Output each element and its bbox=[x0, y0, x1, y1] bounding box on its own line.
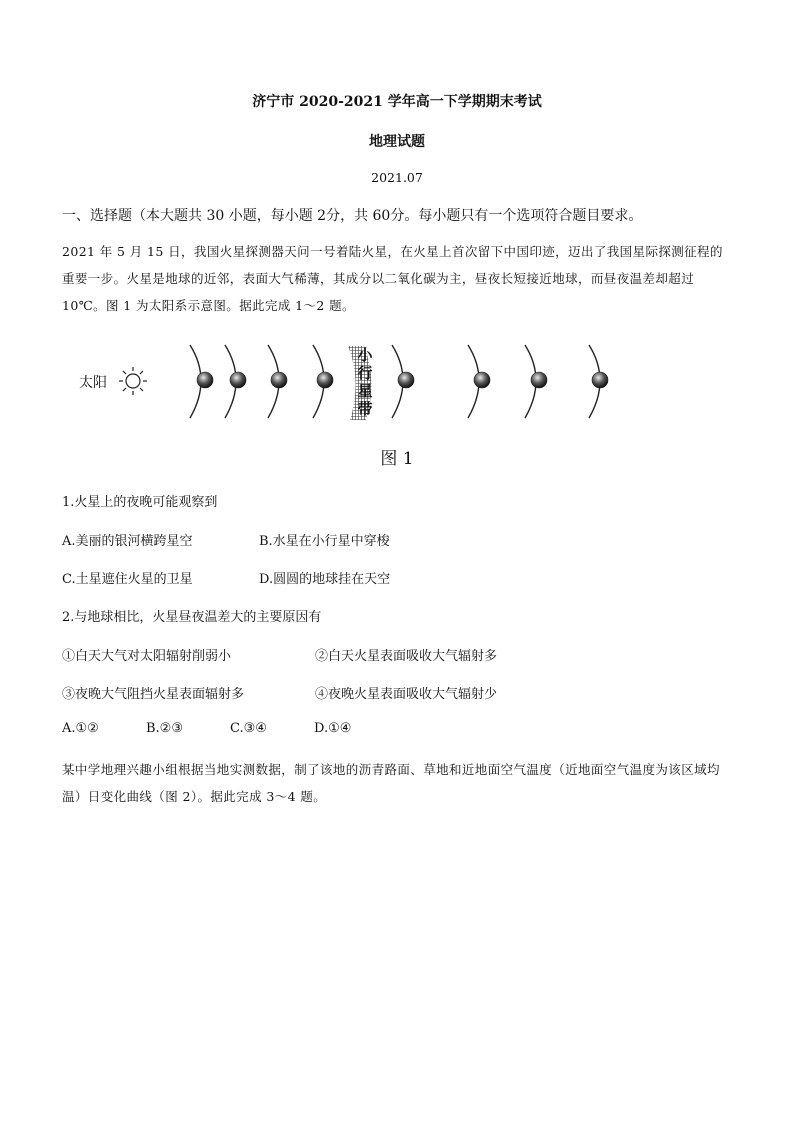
solar-system-diagram bbox=[0, 340, 794, 440]
question-1-option-c[interactable]: C.土星遮住火星的卫星 bbox=[62, 572, 193, 587]
question-2-option-a[interactable]: A.①② bbox=[62, 721, 99, 736]
question-1-stem: 1.火星上的夜晚可能观察到 bbox=[62, 495, 218, 510]
question-2-statement-4: ④夜晚火星表面吸收大气辐射少 bbox=[315, 687, 498, 702]
figure-1-caption: 图 1 bbox=[380, 449, 414, 469]
question-1-option-b[interactable]: B.水星在小行星中穿梭 bbox=[259, 534, 390, 549]
orbit-1 bbox=[190, 345, 213, 418]
sun-label: 太阳 bbox=[79, 375, 107, 391]
question-2-option-c[interactable]: C.③④ bbox=[230, 721, 267, 736]
passage-1: 2021 年 5 月 15 日，我国火星探测器天问一号着陆火星，在火星上首次留下中国印迹，迈出了我国星际探测征程的重要一步。火星是地球的近邻，表面大气稀薄，其成分以二氧化碳为主，昼夜长短接近地球，而昼夜温差却超过 10℃。图 1 为太阳系示意图。据此完成 1～2 题。 bbox=[62, 244, 723, 313]
question-2-statement-1: ①白天大气对太阳辐射削弱小 bbox=[62, 649, 232, 664]
orbit-4 bbox=[313, 345, 333, 418]
planet-uranus bbox=[531, 372, 547, 388]
passage-2: 某中学地理兴趣小组根据当地实测数据，制了该地的沥青路面、草地和近地面空气温度（近地面空气温度为该区域均温）日变化曲线（图 2）。据此完成 3～4 题。 bbox=[62, 762, 720, 804]
question-2-option-b[interactable]: B.②③ bbox=[146, 721, 183, 736]
orbit-2 bbox=[225, 345, 246, 418]
belt-label-char: 星 bbox=[357, 382, 373, 400]
question-1-option-a[interactable]: A.美丽的银河横跨星空 bbox=[62, 534, 193, 549]
question-2-statement-2: ②白天火星表面吸收大气辐射多 bbox=[315, 649, 498, 664]
planet-saturn bbox=[474, 372, 490, 388]
section-heading: 一、选择题（本大题共 30 小题，每小题 2分，共 60分。每小题只有一个选项符合题目要求。 bbox=[62, 208, 643, 224]
question-1-option-d[interactable]: D.圆圆的地球挂在天空 bbox=[259, 572, 391, 587]
orbit-8 bbox=[589, 345, 608, 418]
belt-label-char: 带 bbox=[357, 400, 373, 418]
planet-neptune bbox=[592, 372, 608, 388]
planet-earth bbox=[271, 372, 287, 388]
orbit-7 bbox=[525, 345, 547, 418]
orbit-5 bbox=[392, 345, 414, 418]
orbit-3 bbox=[268, 345, 287, 418]
question-2-option-d[interactable]: D.①④ bbox=[314, 721, 352, 736]
planet-mars bbox=[317, 372, 333, 388]
question-2-statement-3: ③夜晚大气阻挡火星表面辐射多 bbox=[62, 687, 245, 702]
planet-jupiter bbox=[398, 372, 414, 388]
planet-mercury bbox=[197, 372, 213, 388]
sun-icon bbox=[119, 367, 147, 395]
question-2-stem: 2.与地球相比，火星昼夜温差大的主要原因有 bbox=[62, 610, 322, 625]
orbit-6 bbox=[468, 345, 490, 418]
exam-date: 2021.07 bbox=[371, 170, 423, 185]
exam-title: 济宁市 2020-2021 学年高一下学期期末考试 bbox=[252, 94, 542, 110]
belt-label-char: 行 bbox=[357, 364, 373, 382]
belt-label-char: 小 bbox=[357, 346, 373, 364]
planet-venus bbox=[230, 372, 246, 388]
exam-subject: 地理试题 bbox=[369, 134, 425, 150]
